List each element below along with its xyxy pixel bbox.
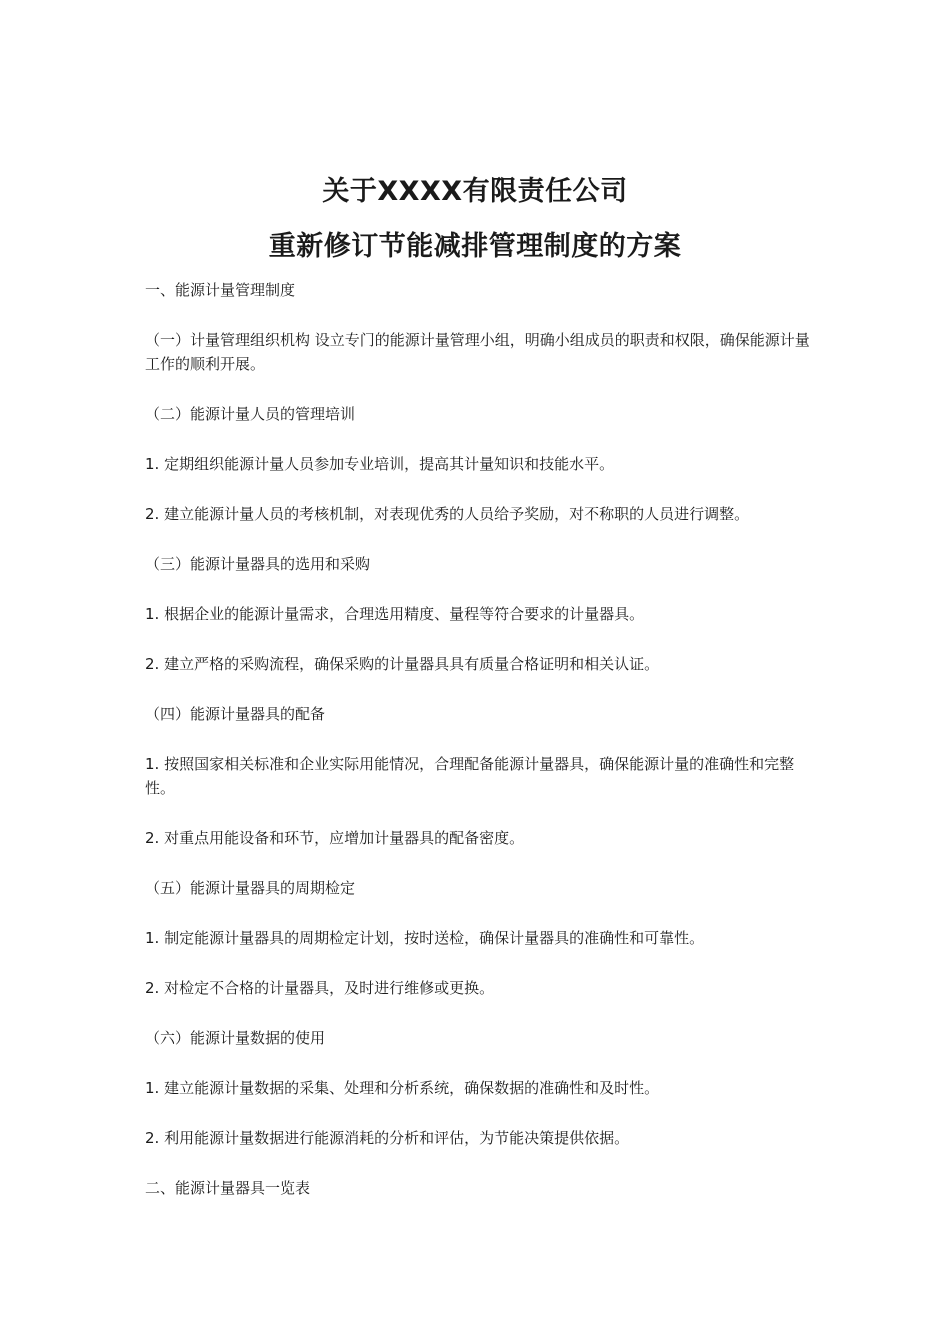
section-heading: 二、能源计量器具一览表 [145,1179,311,1197]
list-item: 2. 建立能源计量人员的考核机制，对表现优秀的人员给予奖励，对不称职的人员进行调整。 [145,505,750,523]
list-item: 2. 对重点用能设备和环节，应增加计量器具的配备密度。 [145,829,525,847]
list-item: 1. 按照国家相关标准和企业实际用能情况，合理配备能源计量器具，确保能源计量的准确性和完整性。 [145,755,795,797]
subsection-heading: （六）能源计量数据的使用 [145,1029,326,1047]
subsection-heading: （三）能源计量器具的选用和采购 [145,555,371,573]
paragraph: （一）计量管理组织机构 设立专门的能源计量管理小组，明确小组成员的职责和权限，确保能源计量工作的顺利开展。 [145,331,810,373]
list-item: 2. 对检定不合格的计量器具，及时进行维修或更换。 [145,979,495,997]
subsection-heading: （二）能源计量人员的管理培训 [145,405,356,423]
list-item: 1. 定期组织能源计量人员参加专业培训，提高其计量知识和技能水平。 [145,455,615,473]
title-line-1: 关于XXXX有限责任公司 [322,176,628,207]
document-body [145,278,810,1226]
list-item: 1. 建立能源计量数据的采集、处理和分析系统，确保数据的准确性和及时性。 [145,1079,660,1097]
list-item: 1. 制定能源计量器具的周期检定计划，按时送检，确保计量器具的准确性和可靠性。 [145,929,705,947]
list-item: 2. 建立严格的采购流程，确保采购的计量器具具有质量合格证明和相关认证。 [145,655,660,673]
subsection-heading: （四）能源计量器具的配备 [145,705,326,723]
list-item: 2. 利用能源计量数据进行能源消耗的分析和评估，为节能决策提供依据。 [145,1129,630,1147]
section-heading: 一、能源计量管理制度 [145,281,296,299]
list-item: 1. 根据企业的能源计量需求，合理选用精度、量程等符合要求的计量器具。 [145,605,645,623]
title-line-2: 重新修订节能减排管理制度的方案 [268,231,682,262]
document-title [145,178,805,261]
subsection-heading: （五）能源计量器具的周期检定 [145,879,356,897]
